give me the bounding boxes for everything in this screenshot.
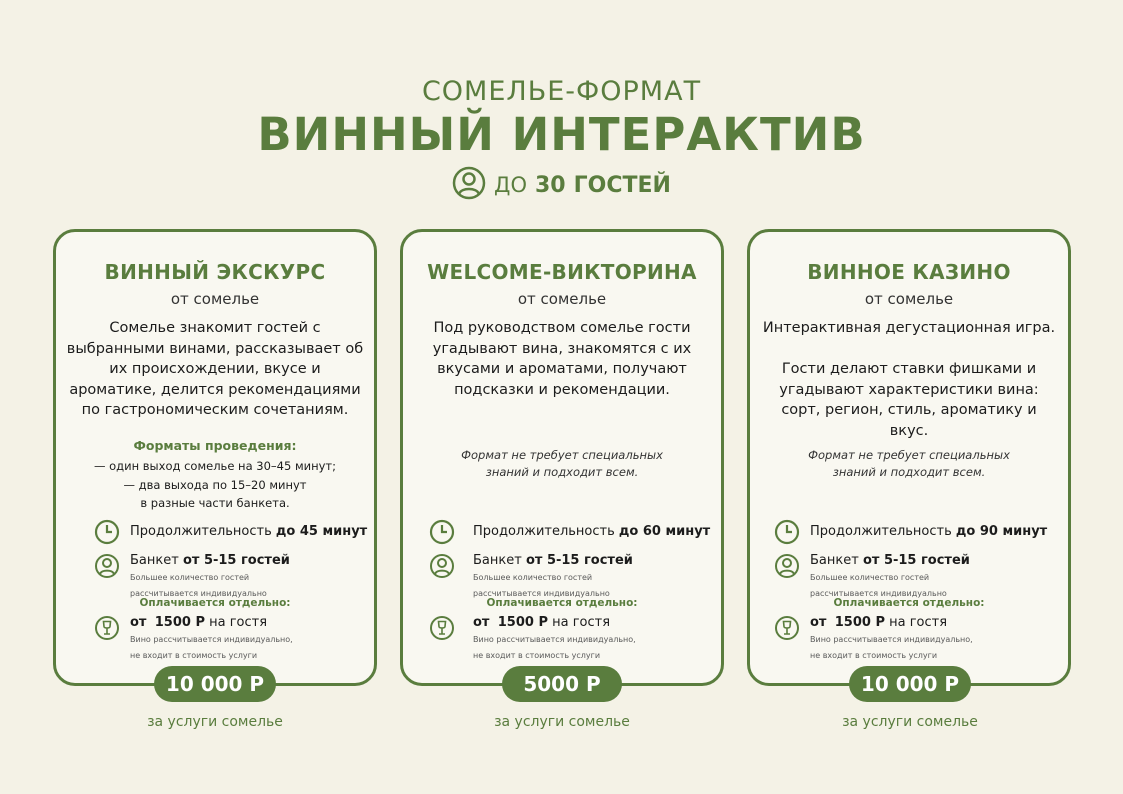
person-circle-icon xyxy=(94,553,120,579)
duration-row xyxy=(94,519,367,545)
banquet-value: от 5-15 гостей xyxy=(525,553,633,568)
card-title: ВИННОЕ КАЗИНО xyxy=(807,260,1011,284)
card-from: от сомелье xyxy=(170,290,260,308)
banquet-label: Банкет xyxy=(473,553,522,568)
wine-per: на гостя xyxy=(209,615,268,630)
duration-label: Продолжительность xyxy=(130,524,272,539)
card-wine-casino xyxy=(747,229,1071,686)
card-description: Гости делают ставки фишками и угадывают характеристики вина: сорт, регион, стиль, ароматику и вкус. xyxy=(779,361,1039,439)
price-badge: 10 000 Р xyxy=(849,666,971,702)
wine-note: не входит в стоимость услуги xyxy=(130,651,258,660)
person-circle-icon xyxy=(452,166,486,204)
banquet-note: Большее количество гостей xyxy=(130,573,250,582)
duration-label: Продолжительность xyxy=(473,524,615,539)
paid-separately-label: Оплачивается отдельно: xyxy=(139,597,291,609)
header-subtitle: СОМЕЛЬЕ-ФОРМАТ xyxy=(421,76,702,107)
guests-prefix: ДО xyxy=(494,173,527,197)
wine-glass-icon xyxy=(429,615,455,641)
banquet-row xyxy=(94,553,290,601)
duration-value: до 60 минут xyxy=(618,524,711,539)
note-line: Формат не требует специальных xyxy=(461,448,663,462)
note-line: знаний и подходит всем. xyxy=(832,465,986,479)
wine-glass-icon xyxy=(774,615,800,641)
clock-icon xyxy=(94,519,120,545)
banquet-note: Большее количество гостей xyxy=(473,573,593,582)
price-caption: за услуги сомелье xyxy=(842,714,978,730)
duration-row xyxy=(429,519,710,545)
wine-price: 1500 Р xyxy=(834,615,885,630)
wine-per: на гостя xyxy=(552,615,611,630)
wine-price: 1500 Р xyxy=(154,615,205,630)
paid-separately-label: Оплачивается отдельно: xyxy=(486,597,638,609)
banquet-note: рассчитывается индивидуально xyxy=(130,589,267,598)
price-badge: 5000 Р xyxy=(502,666,622,702)
person-circle-icon xyxy=(774,553,800,579)
format-line: — два выхода по 15–20 минут xyxy=(123,478,307,492)
card-description: Сомелье знакомит гостей с выбранными винами, рассказывает об их происхождении, вкусе и ароматике, делится рекомендациями по гастрономическим сочетаниям. xyxy=(66,320,364,418)
card-description: Под руководством сомелье гости угадывают вина, знакомятся с их вкусами и ароматами, получают подсказки и рекомендации. xyxy=(432,320,692,398)
price-caption: за услуги сомелье xyxy=(494,714,630,730)
wine-note: не входит в стоимость услуги xyxy=(473,651,601,660)
wine-price: 1500 Р xyxy=(497,615,548,630)
price-caption: за услуги сомелье xyxy=(147,714,283,730)
card-wine-excursion xyxy=(53,229,377,686)
banquet-value: от 5-15 гостей xyxy=(182,553,290,568)
duration-label: Продолжительность xyxy=(810,524,952,539)
wine-row xyxy=(774,615,973,663)
page-title: ВИННЫЙ ИНТЕРАКТИВ xyxy=(257,108,866,161)
banquet-label: Банкет xyxy=(130,553,179,568)
card-welcome-quiz xyxy=(400,229,724,686)
card-title: ВИННЫЙ ЭКСКУРС xyxy=(104,260,326,284)
wine-note: Вино рассчитывается индивидуально, xyxy=(130,635,293,644)
wine-row xyxy=(429,615,636,663)
note-line: знаний и подходит всем. xyxy=(485,465,639,479)
card-description: Интерактивная дегустационная игра. xyxy=(762,320,1056,336)
price-badge: 10 000 Р xyxy=(154,666,276,702)
banquet-label: Банкет xyxy=(810,553,859,568)
card-title: WELCOME-ВИКТОРИНА xyxy=(427,260,697,284)
clock-icon xyxy=(774,519,800,545)
duration-value: до 45 минут xyxy=(275,524,368,539)
wine-from: от xyxy=(810,615,827,630)
duration-row xyxy=(774,519,1047,545)
wine-note: не входит в стоимость услуги xyxy=(810,651,938,660)
card-from: от сомелье xyxy=(864,290,954,308)
guests-capacity xyxy=(0,166,1123,204)
duration-value: до 90 минут xyxy=(955,524,1048,539)
formats-heading: Форматы проведения: xyxy=(133,438,297,453)
format-line: в разные части банкета. xyxy=(140,496,290,510)
wine-per: на гостя xyxy=(889,615,948,630)
card-note xyxy=(403,447,721,481)
card-note xyxy=(750,447,1068,481)
wine-row xyxy=(94,615,293,663)
paid-separately-label: Оплачивается отдельно: xyxy=(833,597,985,609)
guests-number: 30 xyxy=(534,172,566,198)
banquet-note: рассчитывается индивидуально xyxy=(473,589,610,598)
banquet-value: от 5-15 гостей xyxy=(862,553,970,568)
wine-from: от xyxy=(473,615,490,630)
clock-icon xyxy=(429,519,455,545)
banquet-note: Большее количество гостей xyxy=(810,573,930,582)
banquet-note: рассчитывается индивидуально xyxy=(810,589,947,598)
note-line: Формат не требует специальных xyxy=(808,448,1010,462)
guests-suffix: ГОСТЕЙ xyxy=(573,172,671,198)
wine-note: Вино рассчитывается индивидуально, xyxy=(473,635,636,644)
wine-note: Вино рассчитывается индивидуально, xyxy=(810,635,973,644)
wine-from: от xyxy=(130,615,147,630)
wine-glass-icon xyxy=(94,615,120,641)
banquet-row xyxy=(774,553,970,601)
format-line: — один выход сомелье на 30–45 минут; xyxy=(93,459,336,473)
person-circle-icon xyxy=(429,553,455,579)
card-from: от сомелье xyxy=(517,290,607,308)
banquet-row xyxy=(429,553,633,601)
